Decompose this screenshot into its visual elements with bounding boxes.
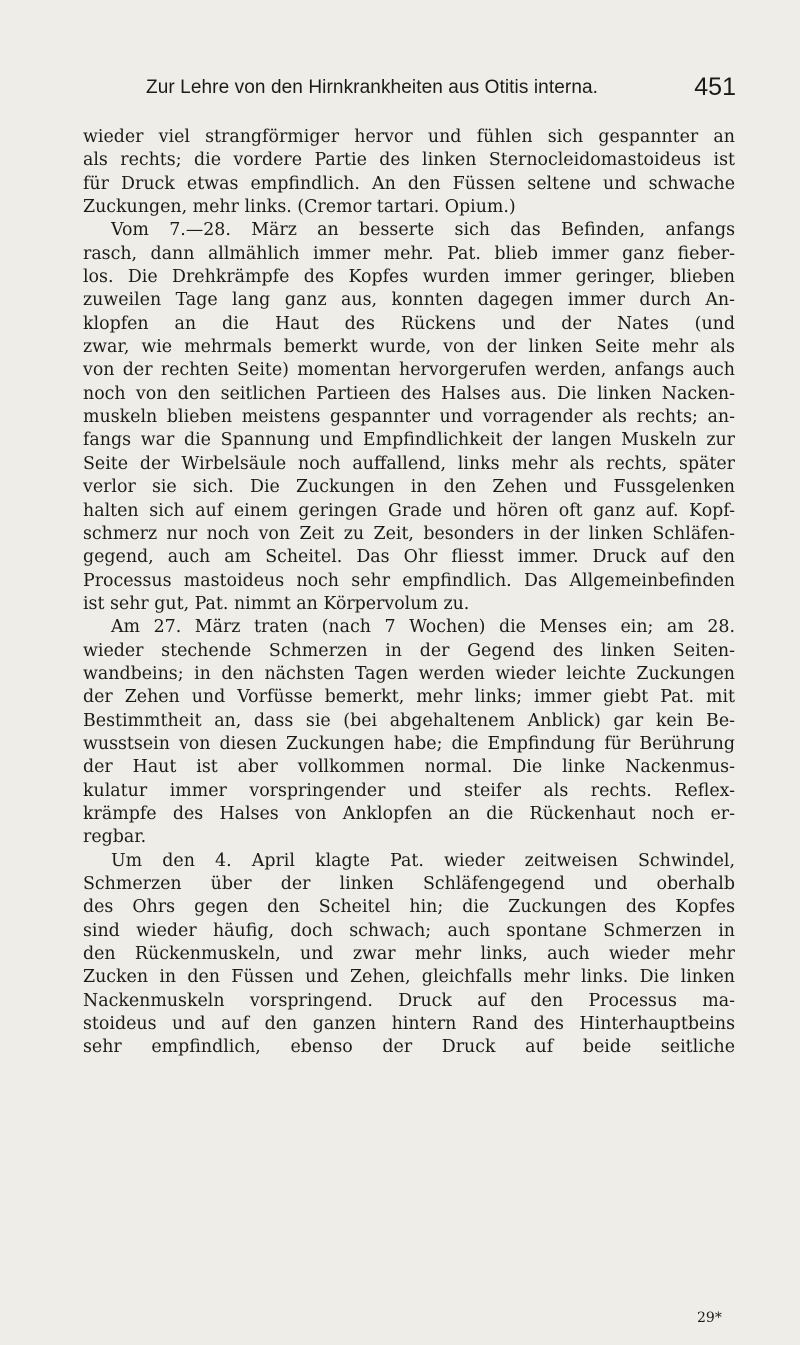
- text-line: wieder viel strangförmiger hervor und fühlen sich gespannter an: [83, 127, 735, 147]
- page-number: 451: [694, 73, 736, 101]
- text-line: Seite der Wirbelsäule noch auffallend, links mehr als rechts, später: [83, 453, 735, 474]
- text-line: Vom 7.—28. März an besserte sich das Befinden, anfangs: [111, 220, 735, 241]
- text-line: rasch, dann allmählich immer mehr. Pat. blieb immer ganz fieber-: [83, 243, 735, 264]
- text-line: wusstsein von diesen Zuckungen habe; die Empfindung für Berührung: [83, 733, 735, 754]
- text-line: regbar.: [83, 827, 147, 848]
- text-line: Bestimmtheit an, dass sie (bei abgehaltenem Anblick) gar kein Be-: [83, 710, 735, 731]
- text-line: los. Die Drehkrämpfe des Kopfes wurden immer geringer, blieben: [83, 267, 735, 288]
- text-line: Um den 4. April klagte Pat. wieder zeitweisen Schwindel,: [111, 850, 735, 871]
- text-line: Zuckungen, mehr links. (Cremor tartari. Opium.): [83, 197, 516, 218]
- text-line: wandbeins; in den nächsten Tagen werden wieder leichte Zuckungen: [83, 663, 735, 684]
- text-line: als rechts; die vordere Partie des linken Sternocleidomastoideus ist: [83, 150, 735, 171]
- text-line: gegend, auch am Scheitel. Das Ohr fliesst immer. Druck auf den: [83, 547, 735, 568]
- text-line: noch von den seitlichen Partieen des Halses aus. Die linken Nacken-: [83, 383, 735, 404]
- page-header: [146, 73, 736, 107]
- text-line: halten sich auf einem geringen Grade und hören oft ganz auf. Kopf-: [83, 500, 735, 521]
- text-line: Schmerzen über der linken Schläfengegend und oberhalb: [83, 874, 735, 894]
- text-line: schmerz nur noch von Zeit zu Zeit, besonders in der linken Schläfen-: [83, 523, 735, 544]
- text-line: der Zehen und Vorfüsse bemerkt, mehr links; immer giebt Pat. mit: [83, 687, 735, 708]
- text-line: muskeln blieben meistens gespannter und vorragender als rechts; an-: [83, 407, 735, 428]
- body-text: [83, 126, 735, 1060]
- text-line: stoideus und auf den ganzen hintern Rand des Hinterhauptbeins: [83, 1014, 735, 1035]
- text-line: Processus mastoideus noch sehr empfindlich. Das Allgemeinbefinden: [83, 570, 735, 591]
- text-line: ist sehr gut, Pat. nimmt an Körpervolum zu.: [83, 593, 470, 614]
- text-line: krämpfe des Halses von Anklopfen an die Rückenhaut noch er-: [83, 803, 735, 824]
- text-line: für Druck etwas empfindlich. An den Füssen seltene und schwache: [83, 173, 735, 194]
- text-line: zuweilen Tage lang ganz aus, konnten dagegen immer durch An-: [83, 290, 735, 311]
- text-line: der Haut ist aber vollkommen normal. Die linke Nackenmus-: [83, 757, 735, 778]
- text-line: sehr empfindlich, ebenso der Druck auf beide seitliche: [83, 1037, 735, 1058]
- text-line: klopfen an die Haut des Rückens und der Nates (und: [83, 313, 735, 334]
- running-head: Zur Lehre von den Hirnkrankheiten aus Otitis interna.: [146, 77, 599, 98]
- signature-mark: 29*: [697, 1310, 722, 1326]
- text-line: fangs war die Spannung und Empfindlichkeit der langen Muskeln zur: [83, 430, 735, 451]
- text-line: den Rückenmuskeln, und zwar mehr links, auch wieder mehr: [83, 944, 735, 965]
- text-line: wieder stechende Schmerzen in der Gegend des linken Seiten-: [83, 640, 735, 661]
- text-line: verlor sie sich. Die Zuckungen in den Zehen und Fussgelenken: [83, 477, 735, 498]
- text-line: zwar, wie mehrmals bemerkt wurde, von der linken Seite mehr als: [83, 337, 735, 358]
- text-line: kulatur immer vorspringender und steifer als rechts. Reflex-: [83, 780, 735, 801]
- text-line: des Ohrs gegen den Scheitel hin; die Zuckungen des Kopfes: [83, 897, 735, 918]
- text-line: Nackenmuskeln vorspringend. Druck auf den Processus ma-: [83, 990, 735, 1011]
- text-line: Zucken in den Füssen und Zehen, gleichfalls mehr links. Die linken: [83, 967, 735, 988]
- text-line: sind wieder häufig, doch schwach; auch spontane Schmerzen in: [83, 920, 735, 941]
- text-line: Am 27. März traten (nach 7 Wochen) die Menses ein; am 28.: [111, 617, 735, 638]
- text-line: von der rechten Seite) momentan hervorgerufen werden, anfangs auch: [83, 360, 735, 381]
